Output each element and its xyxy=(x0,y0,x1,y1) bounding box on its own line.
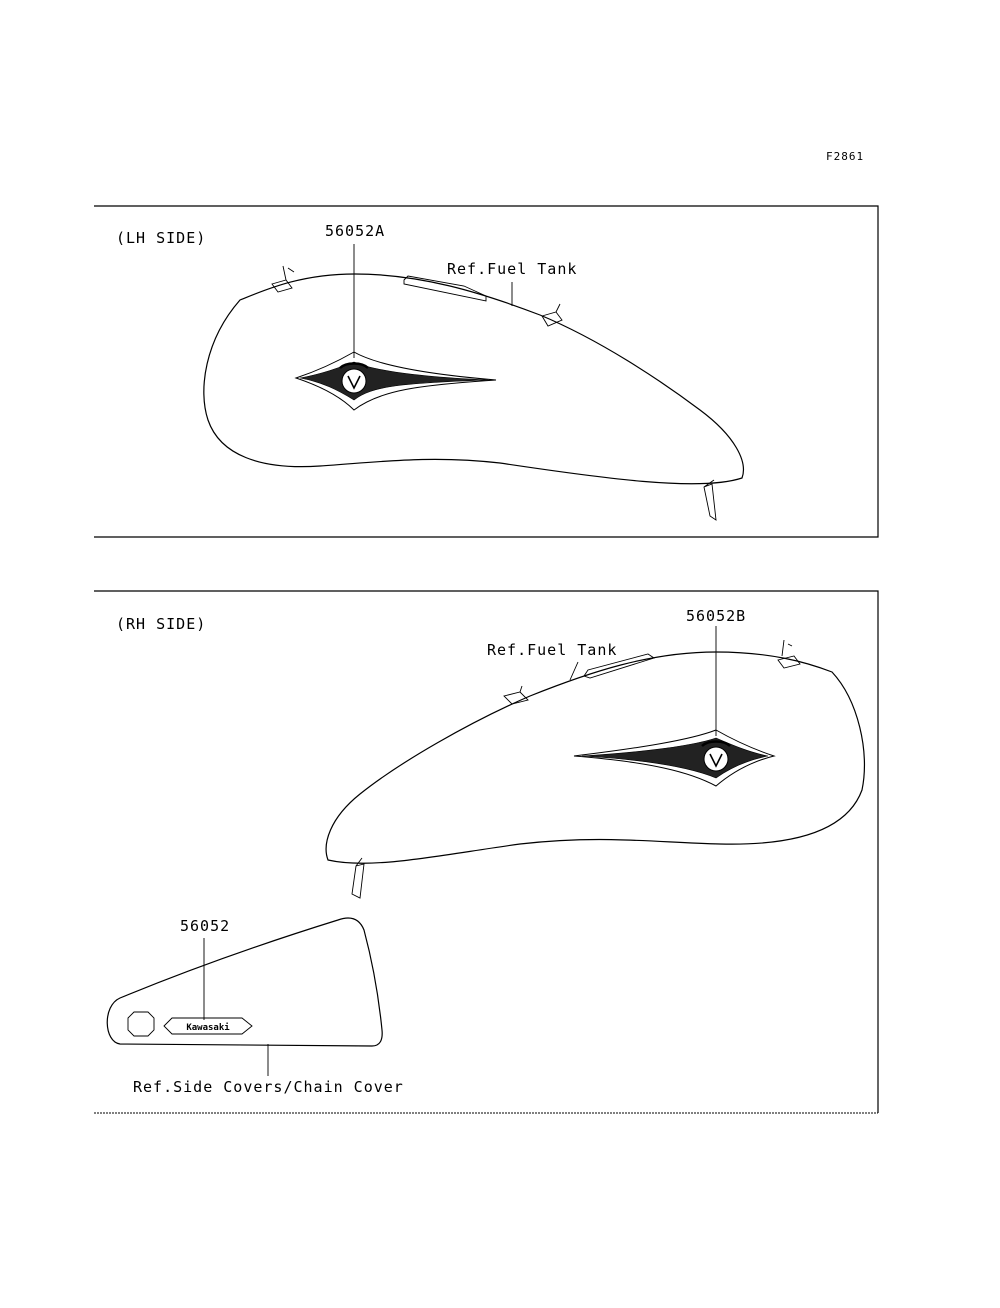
lh-rear-bracket xyxy=(542,304,562,326)
rh-panel-frame xyxy=(94,591,878,1113)
side-cover-outline xyxy=(107,918,382,1046)
figure-code: F2861 xyxy=(826,150,865,163)
rh-tank-emblem xyxy=(574,730,774,786)
lh-mount-tab xyxy=(704,480,716,520)
lh-front-bracket xyxy=(272,266,294,292)
rh-ref-label: Ref.Fuel Tank xyxy=(487,641,618,659)
rh-mount-tab xyxy=(352,858,364,898)
side-cover-ref-label: Ref.Side Covers/Chain Cover xyxy=(133,1078,404,1096)
lh-panel-frame xyxy=(94,206,878,537)
side-cover-part-number: 56052 xyxy=(180,917,231,935)
rh-side-label: (RH SIDE) xyxy=(116,615,207,633)
kawasaki-badge-text: Kawasaki xyxy=(186,1023,230,1033)
rh-front-bracket xyxy=(778,640,800,668)
rh-part-number: 56052B xyxy=(686,607,747,625)
rh-ref-leader xyxy=(570,662,578,680)
rh-rear-bracket xyxy=(504,686,528,704)
side-cover xyxy=(107,917,404,1096)
side-cover-bolt-hole xyxy=(128,1012,154,1036)
lh-tank-emblem xyxy=(296,352,496,410)
lh-side-panel xyxy=(94,206,878,537)
lh-part-number: 56052A xyxy=(325,222,386,240)
rh-side-panel xyxy=(94,591,878,1113)
lh-side-label: (LH SIDE) xyxy=(116,229,207,247)
lh-ref-label: Ref.Fuel Tank xyxy=(447,260,578,278)
